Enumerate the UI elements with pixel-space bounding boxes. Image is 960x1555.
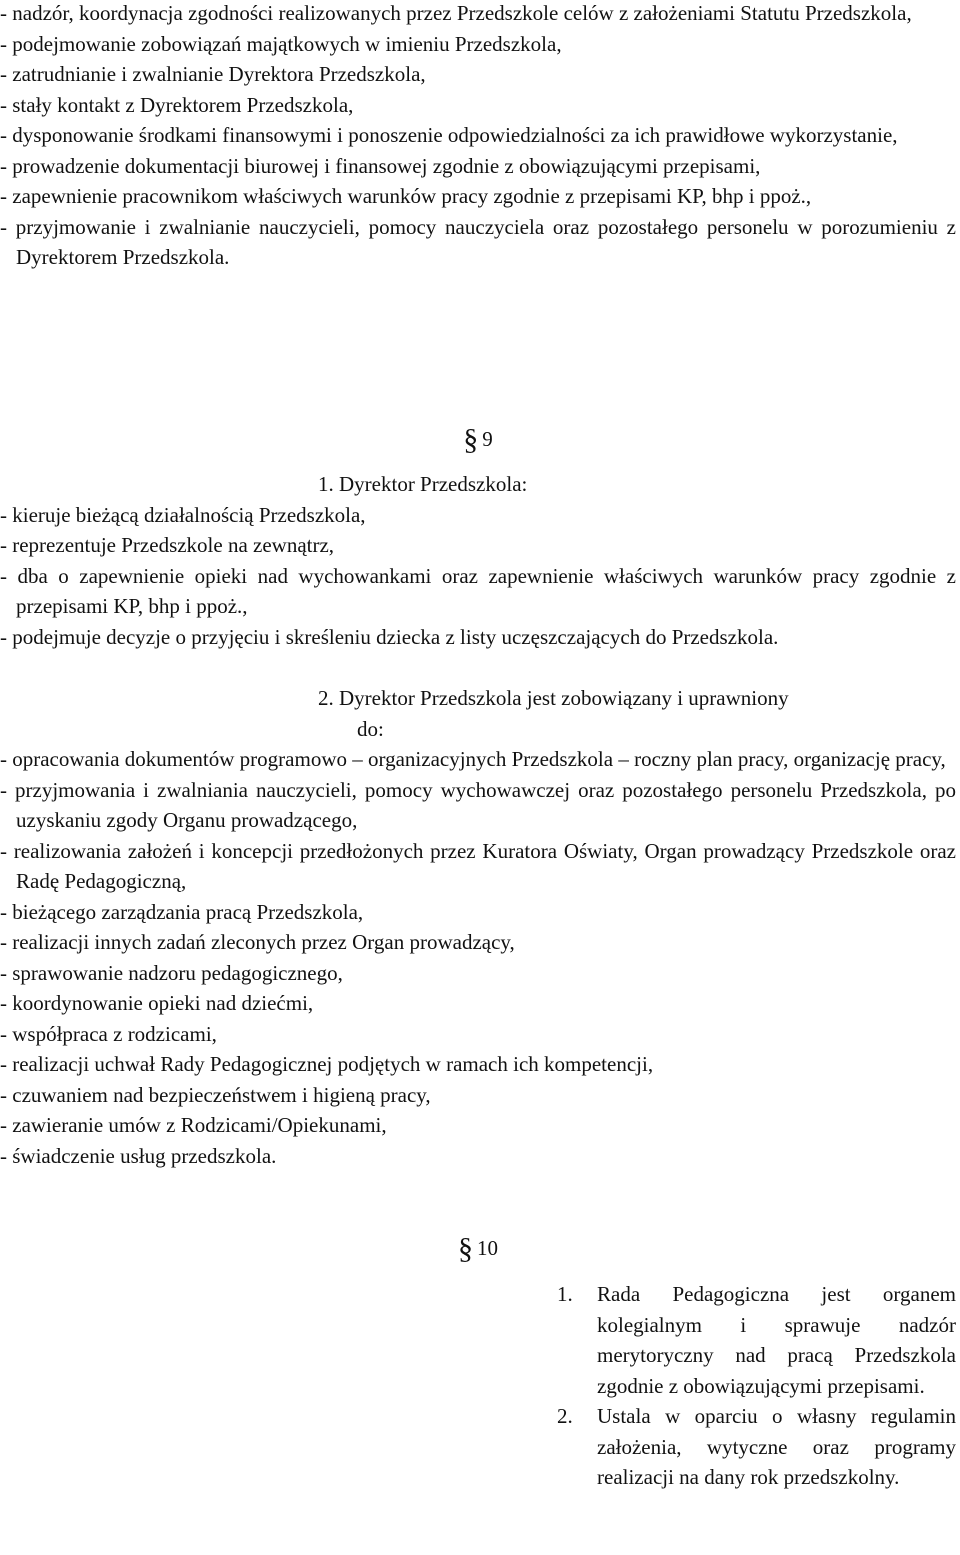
list-item: - współpraca z rodzicami, — [0, 1021, 217, 1046]
list-item: - bieżącego zarządzania pracą Przedszkola, — [0, 899, 364, 924]
section-10-list — [557, 1279, 956, 1493]
list-item: - czuwaniem nad bezpieczeństwem i higieną pracy, — [0, 1082, 431, 1107]
list-item: - nadzór, koordynacja zgodności realizowanych przez Przedszkole celów z założeniami Statutu Przedszkola, — [0, 1, 912, 25]
section-10-heading — [0, 1233, 956, 1265]
list-item: - podejmuje decyzje o przyjęciu i skreśleniu dziecka z listy uczęszczających do Przedszkola. — [0, 624, 779, 649]
list-item: - stały kontakt z Dyrektorem Przedszkola, — [0, 92, 354, 117]
section-number: 10 — [477, 1236, 498, 1260]
item-number: 2. — [557, 1404, 573, 1428]
section-9-heading — [0, 424, 956, 456]
list-item: - opracowania dokumentów programowo – organizacyjnych Przedszkola – roczny plan pracy, organizację pracy, — [0, 747, 946, 771]
paragraph-heading: 1. Dyrektor Przedszkola: — [318, 472, 528, 496]
list-item: - dysponowanie środkami finansowymi i ponoszenie odpowiedzialności za ich prawidłowe wykorzystanie, — [0, 123, 898, 147]
section-number: 9 — [482, 427, 493, 451]
section-9-paragraph-2 — [0, 683, 956, 1171]
list-item: - zatrudnianie i zwalnianie Dyrektora Przedszkola, — [0, 62, 426, 86]
list-item: - dba o zapewnienie opieki nad wychowankami oraz zapewnienie właściwych warunków pracy zgodnie z przepisami KP, bhp i ppoż., — [0, 563, 956, 618]
list-item: - świadczenie usług przedszkola. — [0, 1143, 277, 1168]
paragraph-heading-continued: do: — [357, 716, 384, 741]
list-item: - reprezentuje Przedszkole na zewnątrz, — [0, 533, 335, 557]
paragraph-heading: 2. Dyrektor Przedszkola jest zobowiązany i uprawniony — [318, 686, 789, 710]
board-duties-list — [0, 0, 956, 273]
item-number: 1. — [557, 1282, 573, 1306]
list-item: - realizowania założeń i koncepcji przedłożonych przez Kuratora Oświaty, Organ prowadzący Przedszkole oraz Radę Pedagogiczną, — [0, 838, 956, 893]
list-item: - przyjmowanie i zwalnianie nauczycieli, pomocy nauczyciela oraz pozostałego personelu w porozumieniu z Dyrektorem Przedszkola. — [0, 214, 956, 269]
section-sign-icon: § — [463, 423, 479, 456]
section-sign-icon: § — [458, 1232, 473, 1265]
list-item: - zawieranie umów z Rodzicami/Opiekunami, — [0, 1113, 387, 1137]
list-item: - sprawowanie nadzoru pedagogicznego, — [0, 960, 343, 985]
item-text: Ustala w oparciu o własny regulamin założenia, wytyczne oraz programy realizacji na dany rok przedszkolny. — [597, 1404, 956, 1489]
numbered-item — [557, 1401, 956, 1493]
list-item: - prowadzenie dokumentacji biurowej i finansowej zgodnie z obowiązującymi przepisami, — [0, 153, 761, 178]
list-item: - zapewnienie pracownikom właściwych warunków pracy zgodnie z przepisami KP, bhp i ppoż., — [0, 184, 812, 208]
list-item: - podejmowanie zobowiązań majątkowych w imieniu Przedszkola, — [0, 31, 562, 56]
item-text: Rada Pedagogiczna jest organem kolegialnym i sprawuje nadzór merytoryczny nad pracą Przedszkola zgodnie z obowiązującymi przepisami. — [597, 1282, 956, 1398]
list-item: - realizacji innych zadań zleconych przez Organ prowadzący, — [0, 930, 515, 954]
section-9-paragraph-1 — [0, 469, 956, 652]
list-item: - koordynowanie opieki nad dziećmi, — [0, 991, 314, 1015]
list-item: - realizacji uchwał Rady Pedagogicznej podjętych w ramach ich kompetencji, — [0, 1052, 654, 1076]
list-item: - kieruje bieżącą działalnością Przedszkola, — [0, 502, 366, 527]
numbered-item — [557, 1279, 956, 1401]
list-item: - przyjmowania i zwalniania nauczycieli, pomocy wychowawczej oraz pozostałego personelu Przedszkola, po uzyskaniu zgody Organu prowadzącego, — [0, 777, 956, 832]
